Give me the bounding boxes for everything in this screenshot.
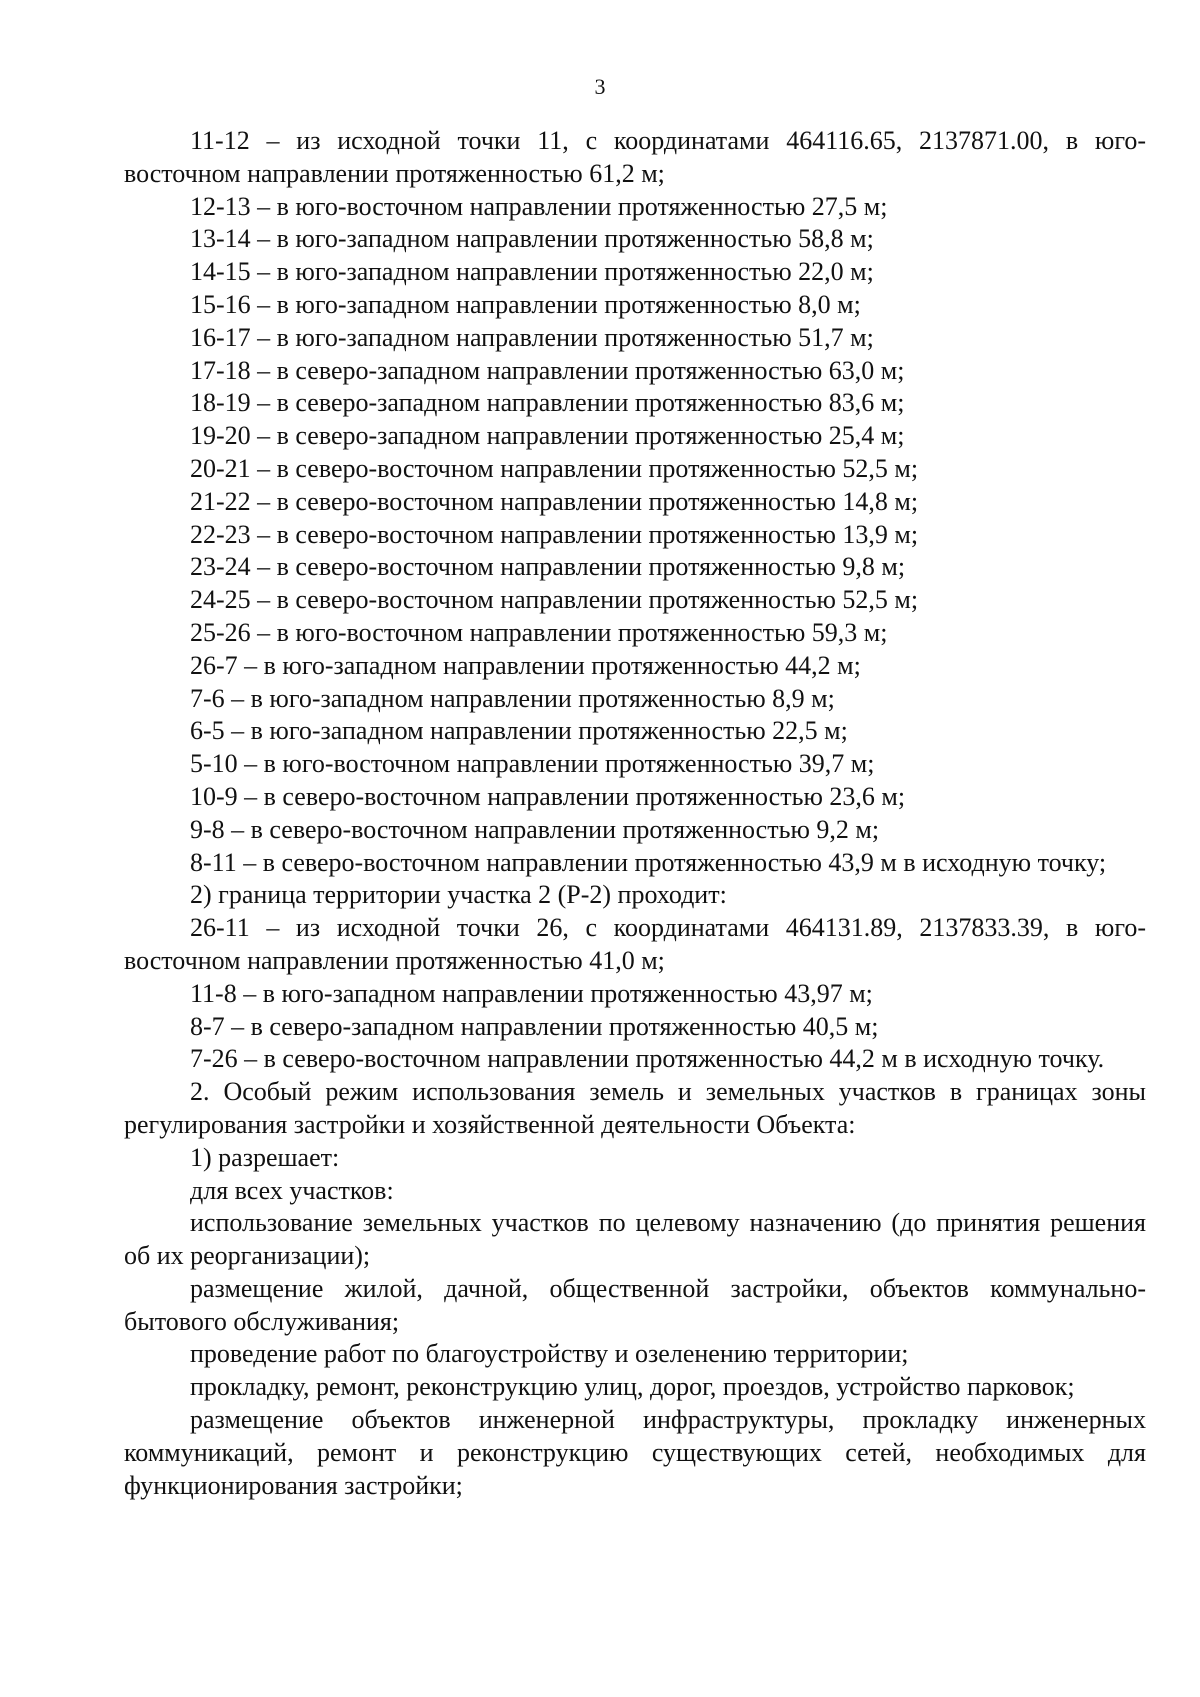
paragraph: использование земельных участков по целевому назначению (до принятия решения об их реорганизации); [124,1208,1146,1271]
paragraph: 20-21 – в северо-восточном направлении протяженностью 52,5 м; [190,453,919,483]
paragraph: 8-7 – в северо-западном направлении протяженностью 40,5 м; [190,1011,879,1041]
paragraph: 18-19 – в северо-западном направлении протяженностью 83,6 м; [190,388,905,418]
page-number: 3 [594,74,606,99]
paragraph: 23-24 – в северо-восточном направлении протяженностью 9,8 м; [190,552,906,582]
section-heading-paragraph: 2. Особый режим использования земель и земельных участков в границах зоны регулирования застройки и хозяйственной деятельности Объекта: [124,1077,1146,1139]
paragraph: 19-20 – в северо-западном направлении протяженностью 25,4 м; [190,421,905,451]
paragraph: 13-14 – в юго-западном направлении протяженностью 58,8 м; [190,224,874,254]
paragraph: 10-9 – в северо-восточном направлении протяженностью 23,6 м; [190,781,906,811]
paragraph: 14-15 – в юго-западном направлении протяженностью 22,0 м; [190,257,874,287]
paragraph: 15-16 – в юго-западном направлении протяженностью 8,0 м; [190,289,861,319]
paragraph: 6-5 – в юго-западном направлении протяженностью 22,5 м; [190,716,848,746]
paragraph: 24-25 – в северо-восточном направлении протяженностью 52,5 м; [190,585,919,615]
paragraph: 7-6 – в юго-западном направлении протяженностью 8,9 м; [190,683,835,713]
paragraph: 2) граница территории участка 2 (Р-2) проходит: [190,880,727,910]
paragraph: для всех участков: [190,1175,394,1205]
paragraph: 5-10 – в юго-восточном направлении протяженностью 39,7 м; [190,749,875,779]
paragraph: размещение объектов инженерной инфраструктуры, прокладку инженерных коммуникаций, ремонт и реконструкцию существующих сетей, необходимых для функционирования застройки; [124,1405,1146,1500]
paragraph: прокладку, ремонт, реконструкцию улиц, дорог, проездов, устройство парковок; [190,1372,1075,1402]
paragraph: 21-22 – в северо-восточном направлении протяженностью 14,8 м; [190,486,919,516]
paragraph: 26-7 – в юго-западном направлении протяженностью 44,2 м; [190,650,861,680]
paragraph: 22-23 – в северо-восточном направлении протяженностью 13,9 м; [190,519,919,549]
paragraph: 8-11 – в северо-восточном направлении протяженностью 43,9 м в исходную точку; [190,847,1107,877]
paragraph: 25-26 – в юго-восточном направлении протяженностью 59,3 м; [190,617,888,647]
paragraph: 7-26 – в северо-восточном направлении протяженностью 44,2 м в исходную точку. [190,1044,1105,1074]
paragraph: 12-13 – в юго-восточном направлении протяженностью 27,5 м; [190,191,888,221]
paragraph: проведение работ по благоустройству и озеленению территории; [190,1339,909,1369]
paragraph: 16-17 – в юго-западном направлении протяженностью 51,7 м; [190,322,874,352]
paragraph: 9-8 – в северо-восточном направлении протяженностью 9,2 м; [190,814,880,844]
paragraph: 11-12 – из исходной точки 11, с координатами 464116.65, 2137871.00, в юго-восточном направлении протяженностью 61,2 м; [124,126,1146,188]
paragraph: размещение жилой, дачной, общественной застройки, объектов коммунально-бытового обслуживания; [124,1273,1146,1336]
paragraph: 17-18 – в северо-западном направлении протяженностью 63,0 м; [190,355,905,385]
paragraph: 11-8 – в юго-западном направлении протяженностью 43,97 м; [190,978,873,1008]
paragraph: 26-11 – из исходной точки 26, с координатами 464131.89, 2137833.39, в юго-восточном направлении протяженностью 41,0 м; [124,913,1146,975]
paragraph: 1) разрешает: [190,1142,340,1172]
document-body [124,125,1146,1502]
